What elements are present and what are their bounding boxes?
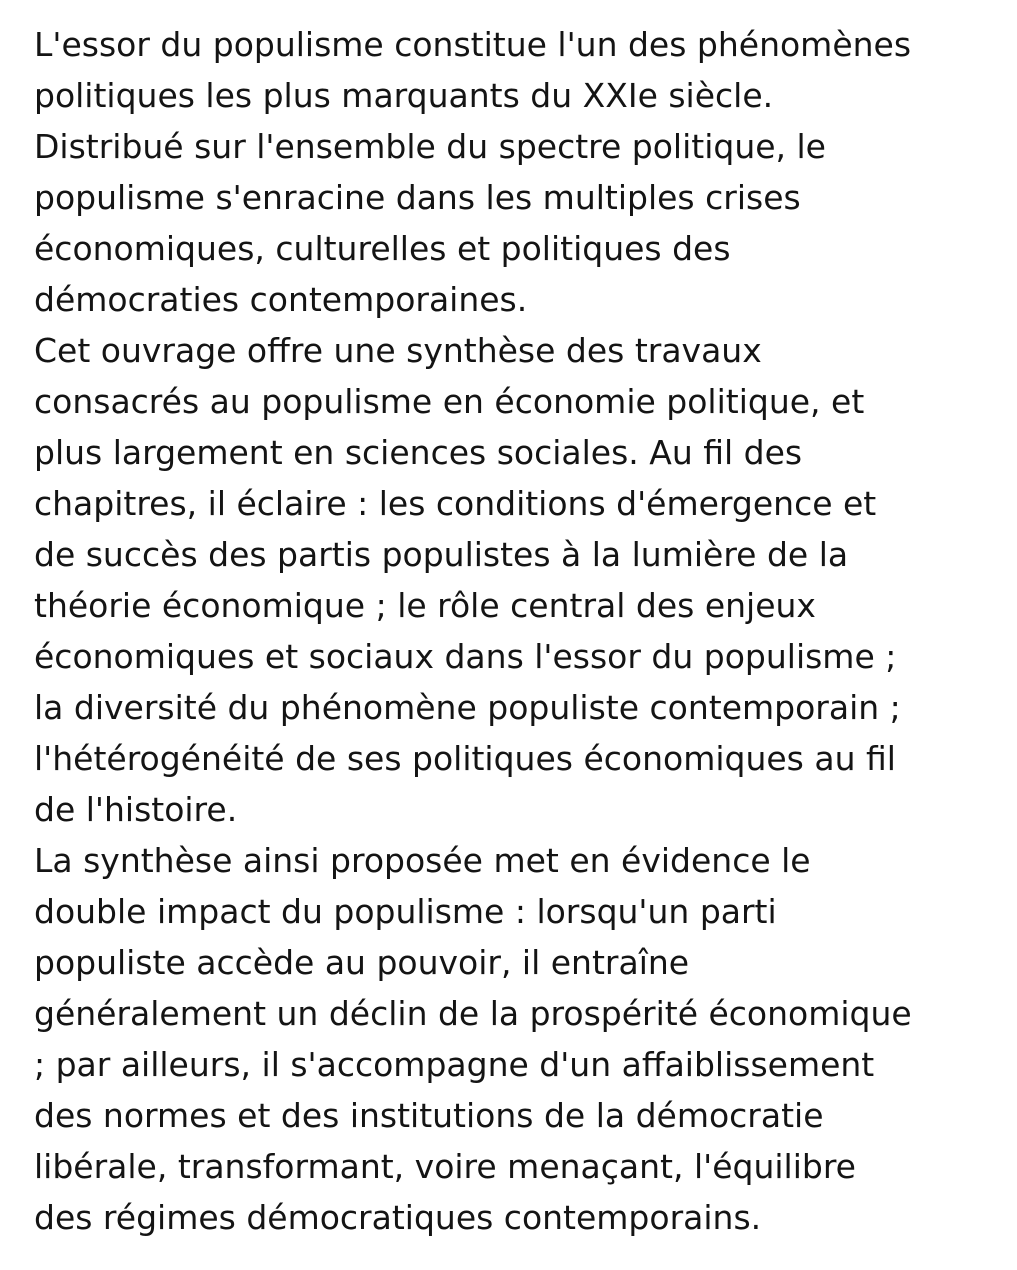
text-line: ; par ailleurs, il s'accompagne d'un affaiblissement [34,1045,875,1084]
text-line: économiques, culturelles et politiques des [34,229,731,268]
text-line: La synthèse ainsi proposée met en évidence le [34,841,811,880]
paragraph-overview [34,325,1004,835]
text-line: théorie économique ; le rôle central des enjeux [34,586,816,625]
text-line: généralement un déclin de la prospérité économique [34,994,912,1033]
text-line: des régimes démocratiques contemporains. [34,1198,762,1237]
text-line: politiques les plus marquants du XXIe siècle. [34,76,774,115]
text-line: la diversité du phénomène populiste contemporain ; [34,688,901,727]
text-line: Distribué sur l'ensemble du spectre politique, le [34,127,826,166]
text-line: plus largement en sciences sociales. Au fil des [34,433,803,472]
text-line: l'hétérogénéité de ses politiques économiques au fil [34,739,896,778]
text-line: populisme s'enracine dans les multiples crises [34,178,801,217]
paragraph-conclusion [34,835,1004,1243]
text-line: double impact du populisme : lorsqu'un parti [34,892,777,931]
text-line: populiste accède au pouvoir, il entraîne [34,943,690,982]
text-line: des normes et des institutions de la démocratie [34,1096,824,1135]
text-line: démocraties contemporaines. [34,280,528,319]
text-line: économiques et sociaux dans l'essor du populisme ; [34,637,897,676]
text-line: Cet ouvrage offre une synthèse des travaux [34,331,762,370]
text-line: consacrés au populisme en économie politique, et [34,382,865,421]
text-line: libérale, transformant, voire menaçant, l'équilibre [34,1147,856,1186]
text-line: de succès des partis populistes à la lumière de la [34,535,849,574]
paragraph-intro [34,19,1004,325]
text-line: L'essor du populisme constitue l'un des phénomènes [34,25,912,64]
text-body [34,19,1004,1243]
text-line: chapitres, il éclaire : les conditions d'émergence et [34,484,877,523]
text-line: de l'histoire. [34,790,238,829]
